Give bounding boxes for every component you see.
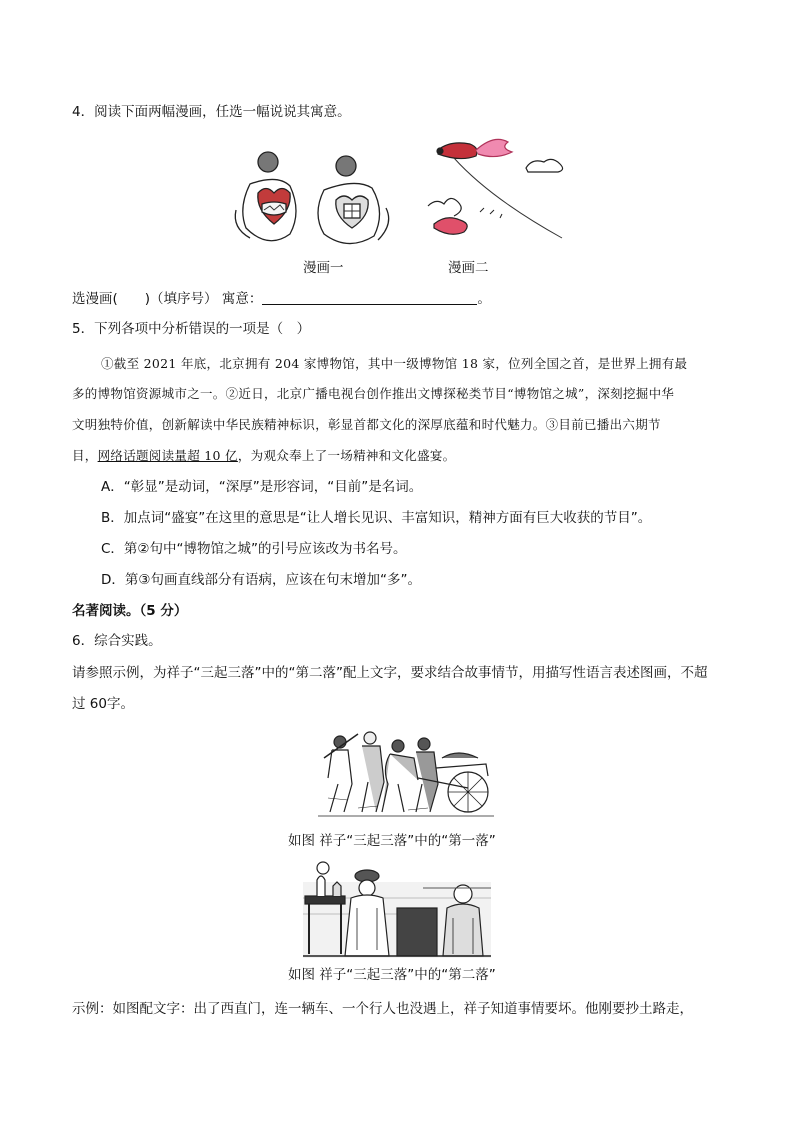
- q4-prompt: 4．阅读下面两幅漫画，任选一幅说说其寓意。: [72, 104, 351, 120]
- q4-answer-label: 选漫画( )（填序号） 寓意：: [72, 291, 263, 307]
- q6-instruction-line-2: 过 60字。: [72, 696, 134, 712]
- q6-example: 示例：如图配文字：出了西直门，连一辆车、一个行人也没遇上，祥子知道事情要坏。他刚要抄土路走，: [72, 1001, 693, 1017]
- cartoon-one-image: [228, 148, 398, 256]
- q5-passage-last-pre: 目，: [72, 448, 98, 463]
- q5-passage-underlined: 网络话题阅读量超 10 亿: [97, 448, 238, 463]
- figure-1-caption: 如图 祥子“三起三落”中的“第一落”: [288, 833, 496, 849]
- q5-option-b: B．加点词“盛宴”在这里的意思是“让人增长见识、丰富知识，精神方面有巨大收获的节目”。: [101, 510, 652, 526]
- q4-answer-end: 。: [477, 291, 491, 307]
- section-heading: 名著阅读。（5 分）: [72, 603, 188, 619]
- xiangzi-first-fall-image: [318, 728, 494, 818]
- q6-prompt: 6．综合实践。: [72, 633, 162, 649]
- q5-option-c: C．第②句中“博物馆之城”的引号应该改为书名号。: [101, 541, 407, 557]
- q6-instruction-line-1: 请参照示例，为祥子“三起三落”中的“第二落”配上文字，要求结合故事情节，用描写性语言表述图画，不超: [72, 665, 708, 681]
- q5-passage-line-2: 多的博物馆资源城市之一。②近日，北京广播电视台创作推出文博探秘类节目“博物馆之城”，深刻挖掘中华: [72, 386, 675, 401]
- cartoon-two-image: [420, 128, 568, 248]
- q5-passage-line-4: [72, 446, 455, 466]
- cartoon-one-caption: 漫画一: [303, 260, 344, 276]
- q4-answer-line: [72, 289, 491, 309]
- q5-option-a: A．“彰显”是动词，“深厚”是形容词，“目前”是名词。: [101, 479, 423, 495]
- figure-2-caption: 如图 祥子“三起三落”中的“第二落”: [288, 967, 496, 983]
- cartoon-two-caption: 漫画二: [448, 260, 489, 276]
- q5-option-d: D．第③句画直线部分有语病，应该在句末增加“多”。: [101, 572, 421, 588]
- xiangzi-second-fall-image: [303, 858, 491, 958]
- q5-prompt: 5．下列各项中分析错误的一项是（ ）: [72, 321, 311, 337]
- q4-answer-blank[interactable]: [262, 290, 477, 305]
- q5-passage-line-3: 文明独特价值，创新解读中华民族精神标识，彰显首都文化的深厚底蕴和时代魅力。③目前已播出六期节: [72, 417, 661, 432]
- q5-passage-last-post: ，为观众奉上了一场精神和文化盛宴。: [237, 448, 456, 463]
- q5-passage-line-1: ①截至 2021 年底，北京拥有 204 家博物馆，其中一级博物馆 18 家，位列全国之首，是世界上拥有最: [101, 356, 688, 371]
